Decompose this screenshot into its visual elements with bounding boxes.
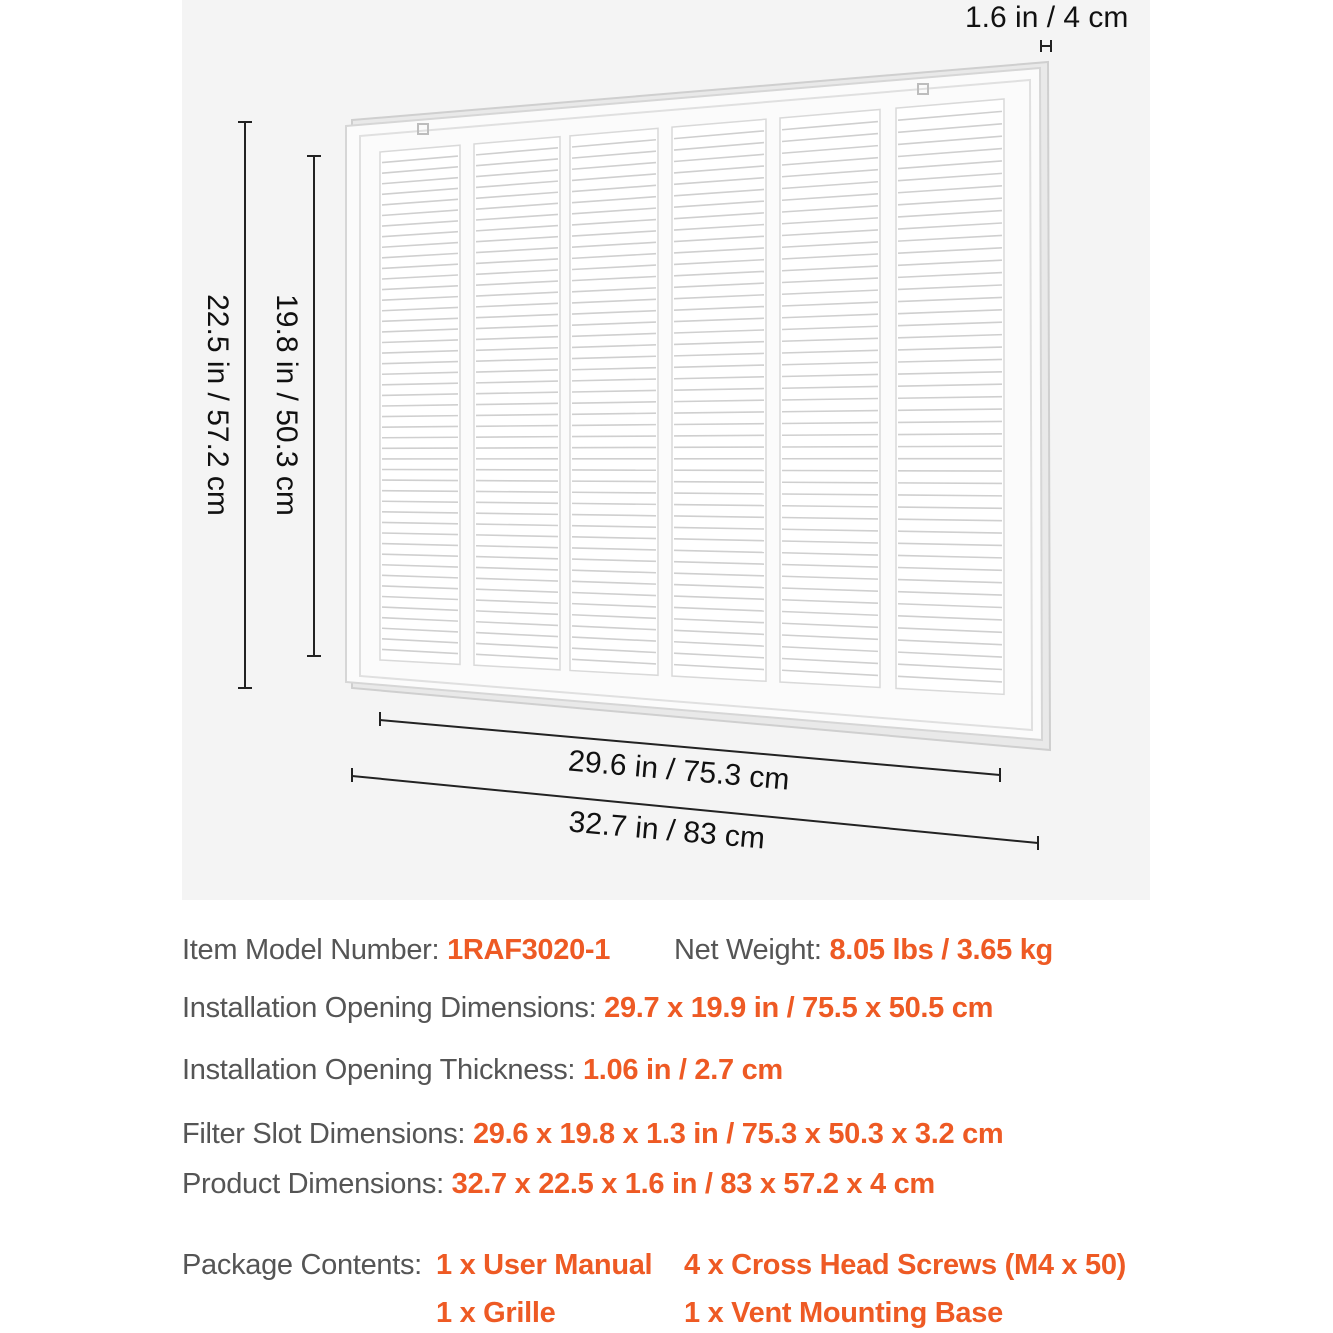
depth-label: 1.6 in / 4 cm (965, 1, 1129, 34)
opening-dimensions-value: 29.7 x 19.9 in / 75.5 x 50.5 cm (604, 992, 994, 1024)
spec-line-opening-dimensions (182, 992, 993, 1025)
product-dimensions-label: Product Dimensions: (182, 1168, 444, 1200)
filter-slot-value: 29.6 x 19.8 x 1.3 in / 75.3 x 50.3 x 3.2 cm (472, 1118, 1004, 1150)
package-contents-label: Package Contents: (182, 1249, 422, 1281)
outer-height-label: 22.5 in / 57.2 cm (201, 294, 234, 516)
spec-line-weight (674, 934, 1053, 967)
grille-image (346, 62, 1050, 750)
weight-value: 8.05 lbs / 3.65 kg (829, 934, 1053, 966)
filter-slot-label: Filter Slot Dimensions: (182, 1118, 466, 1150)
spec-line-opening-thickness (182, 1054, 783, 1087)
package-item: 1 x Grille (436, 1297, 556, 1329)
model-label: Item Model Number: (182, 934, 440, 966)
outer-width-label: 32.7 in / 83 cm (567, 805, 767, 856)
package-item: 1 x Vent Mounting Base (684, 1297, 1003, 1329)
product-dimensions-value: 32.7 x 22.5 x 1.6 in / 83 x 57.2 x 4 cm (451, 1168, 935, 1200)
model-value: 1RAF3020-1 (447, 934, 611, 966)
opening-thickness-value: 1.06 in / 2.7 cm (582, 1054, 783, 1086)
weight-label: Net Weight: (674, 934, 822, 966)
opening-thickness-label: Installation Opening Thickness: (182, 1054, 576, 1086)
spec-line-model (182, 934, 610, 967)
package-item: 1 x User Manual (436, 1249, 653, 1281)
louver-columns (380, 99, 1004, 694)
spec-line-filter-slot (182, 1118, 1003, 1151)
opening-dimensions-label: Installation Opening Dimensions: (182, 992, 597, 1024)
inner-width-label: 29.6 in / 75.3 cm (566, 744, 791, 797)
package-item: 4 x Cross Head Screws (M4 x 50) (684, 1249, 1127, 1281)
inner-height-label: 19.8 in / 50.3 cm (270, 294, 303, 516)
spec-line-product-dimensions (182, 1168, 935, 1201)
